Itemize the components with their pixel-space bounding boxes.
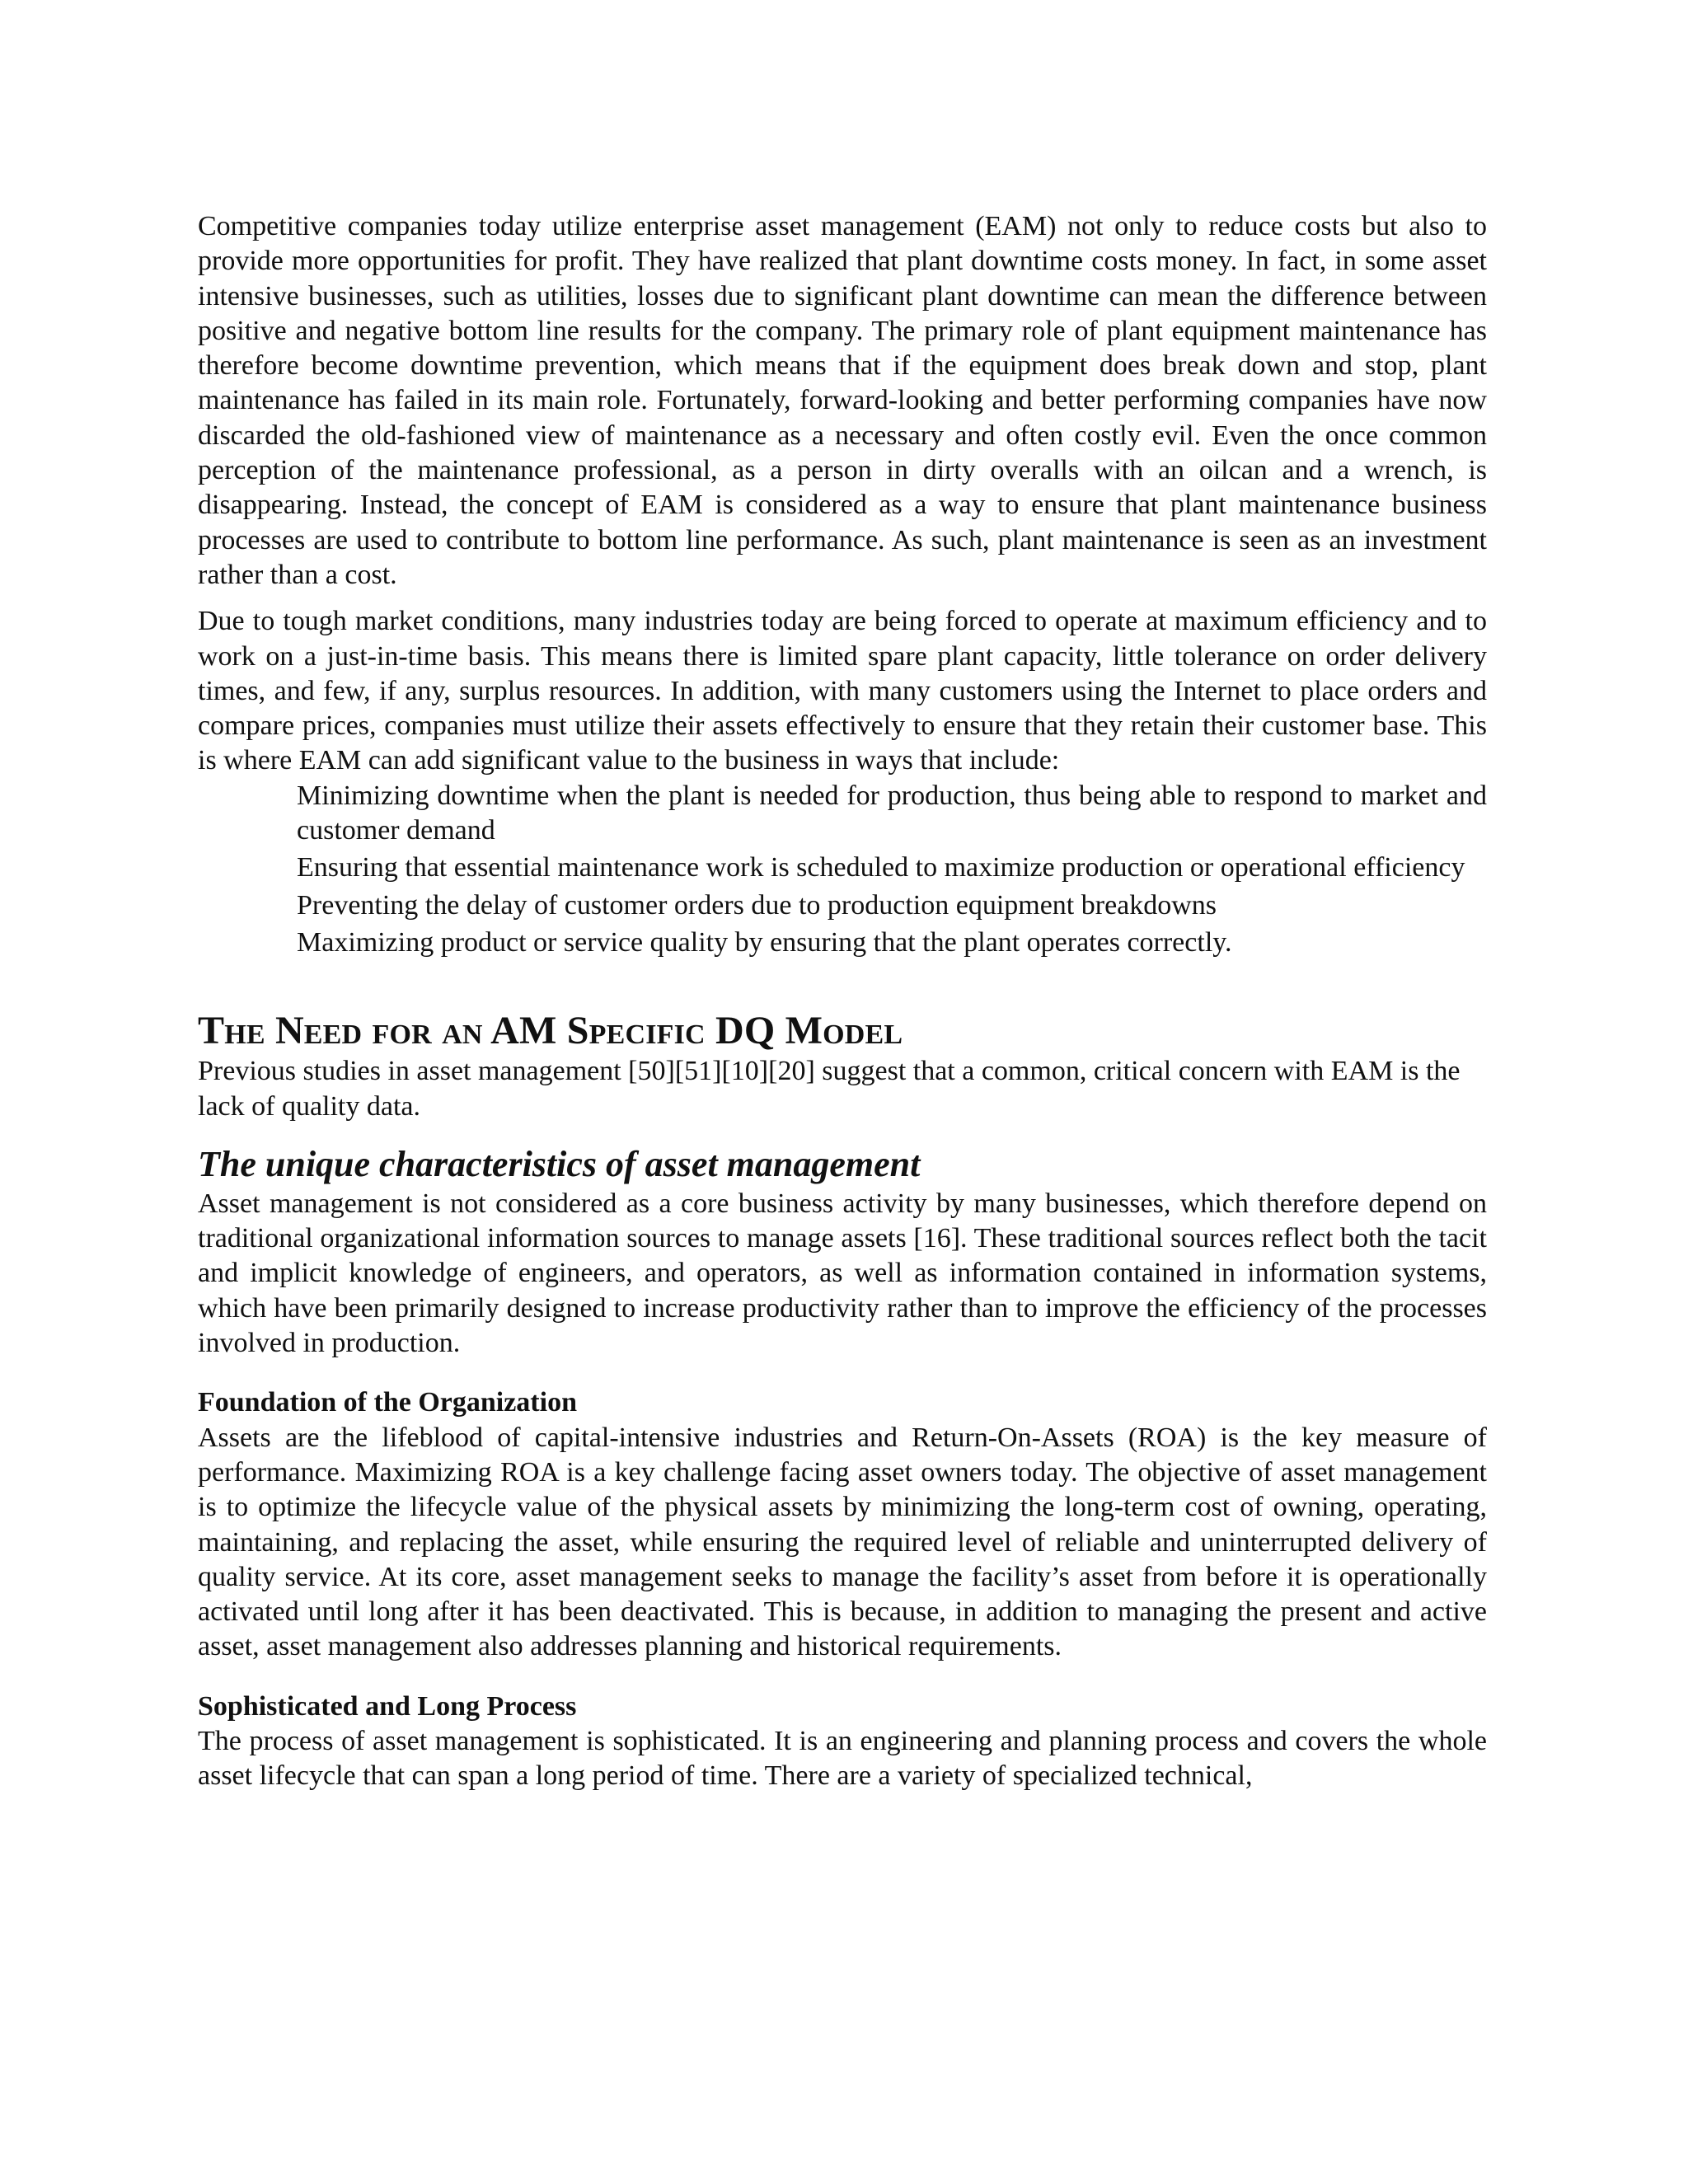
section-heading: The Need for an AM Specific DQ Model — [198, 1009, 903, 1053]
topic-heading-process: Sophisticated and Long Process — [198, 1690, 577, 1722]
paragraph-eam-intro: Competitive companies today utilize enterprise asset management (EAM) not only to reduce costs but also to provide more opportunities for profit. They have realized that plant downtime costs money. In fact, in some asset intensive businesses, such as utilities, losses due to significant plant downtime can mean the difference between positive and negative bottom line results for the company. The primary role of plant equipment maintenance has therefore become downtime prevention, which means that if the equipment does break down and stop, plant maintenance has failed in its main role. Fortunately, forward-looking and better performing companies have now discarded the old-fashioned view of maintenance as a necessary and often costly evil. Even the once common perception of the maintenance professional, as a person in dirty overalls with an oilcan and a wrench, is disappearing. Instead, the concept of EAM is considered as a way to ensure that plant maintenance business processes are used to contribute to bottom line performance. As such, plant maintenance is seen as an investment rather than a cost. — [198, 211, 1487, 590]
section-intro: Previous studies in asset management [50][51][10][20] suggest that a common, critical concern with EAM is the lack of quality data. — [198, 1056, 1461, 1122]
list-item: Minimizing downtime when the plant is needed for production, thus being able to respond to market and customer demand — [297, 780, 1487, 846]
list-item: Ensuring that essential maintenance work is scheduled to maximize production or operational efficiency — [297, 852, 1465, 883]
topic-body-foundation: Assets are the lifeblood of capital-intensive industries and Return-On-Assets (ROA) is the key measure of performance. Maximizing ROA is a key challenge facing asset owners today. The objective of asset management is to optimize the lifecycle value of the physical assets by minimizing the long-term cost of owning, operating, maintaining, and replacing the asset, while ensuring the required level of reliable and uninterrupted delivery of quality service. At its core, asset management seeks to manage the facility’s asset from before it is operationally activated until long after it has been deactivated. This is because, in addition to managing the present and active asset, asset management also addresses planning and historical requirements. — [198, 1422, 1487, 1662]
subsection-heading: The unique characteristics of asset management — [198, 1143, 921, 1184]
eam-value-list — [198, 779, 1487, 960]
list-item: Maximizing product or service quality by ensuring that the plant operates correctly. — [297, 926, 1232, 958]
document-page — [198, 209, 1487, 1794]
paragraph-market-conditions: Due to tough market conditions, many industries today are being forced to operate at maximum efficiency and to work on a just-in-time basis. This means there is limited spare plant capacity, little tolerance on order delivery times, and few, if any, surplus resources. In addition, with many customers using the Internet to place orders and compare prices, companies must utilize their assets effectively to ensure that they retain their customer base. This is where EAM can add significant value to the business in ways that include: — [198, 606, 1487, 776]
topic-heading-foundation: Foundation of the Organization — [198, 1387, 577, 1418]
topic-body-process: The process of asset management is sophisticated. It is an engineering and planning process and covers the whole asset lifecycle that can span a long period of time. There are a variety of specialized technical, — [198, 1725, 1487, 1792]
subsection-body: Asset management is not considered as a core business activity by many businesses, which therefore depend on traditional organizational information sources to manage assets [16]. These traditional sources reflect both the tacit and implicit knowledge of engineers, and operators, as well as information contained in information systems, which have been primarily designed to increase productivity rather than to improve the efficiency of the processes involved in production. — [198, 1188, 1487, 1359]
list-item: Preventing the delay of customer orders due to production equipment breakdowns — [297, 889, 1217, 921]
